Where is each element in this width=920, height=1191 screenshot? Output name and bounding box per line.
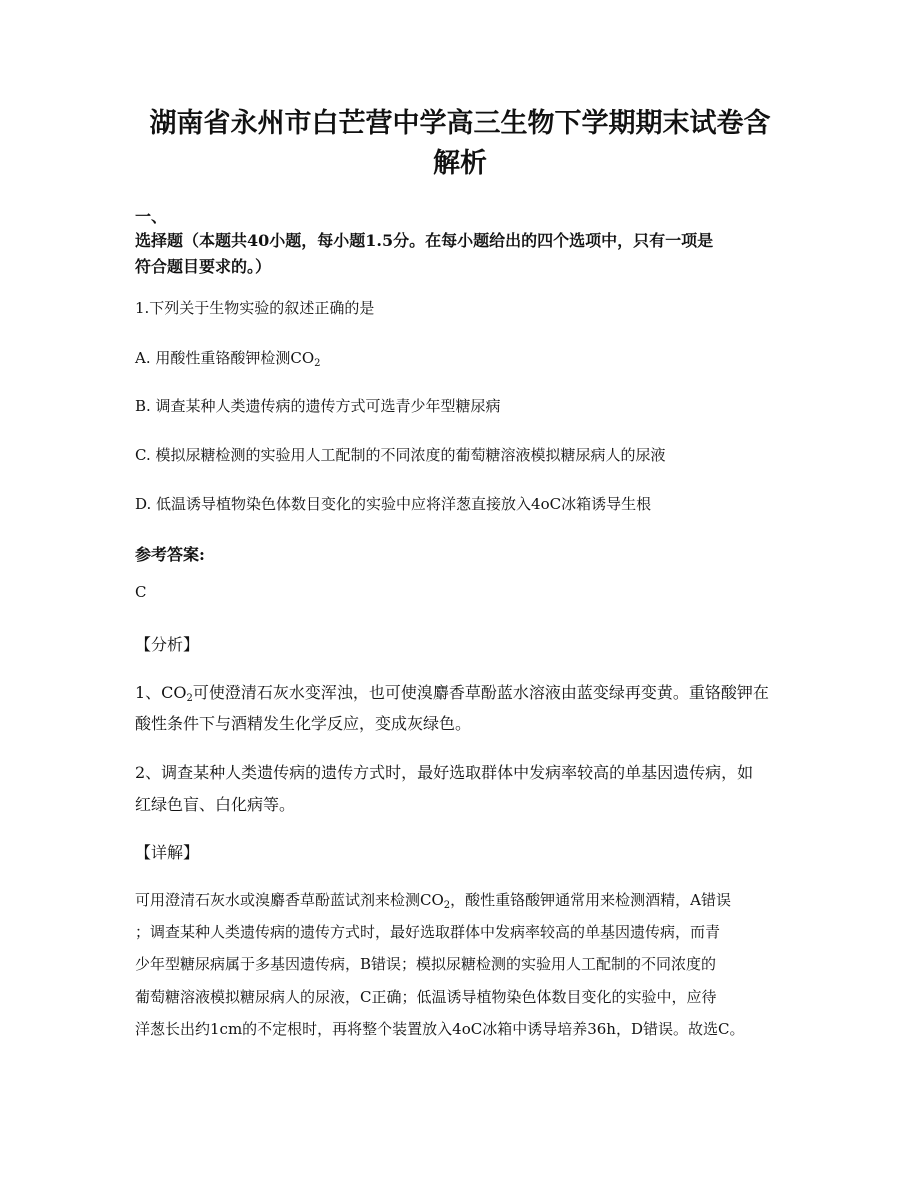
title-line-2: 解析 [433,148,487,179]
answer-value: C [135,583,147,601]
detail-line-3: 少年型糖尿病属于多基因遗传病，B错误；模拟尿糖检测的实验用人工配制的不同浓度的 [135,955,717,973]
analysis-2-line-1: 2、调查某种人类遗传病的遗传方式时，最好选取群体中发病率较高的单基因遗传病，如 [135,763,754,782]
analysis-1-text-a: 1、CO [135,683,187,702]
answer-label: 参考答案: [135,545,205,564]
analysis-1-text-b: 可使澄清石灰水变浑浊，也可使溴麝香草酚蓝水溶液由蓝变绿再变黄。重铬酸钾在 [192,683,769,702]
option-b: B. 调查某种人类遗传病的遗传方式可选青少年型糖尿病 [135,397,501,415]
section-description-line-2: 符合题目要求的。） [135,257,272,276]
document-title [100,104,820,184]
analysis-label: 【分析】 [135,635,200,654]
option-a-subscript: 2 [314,358,321,369]
section-number: 一、 [135,207,168,226]
detail-subscript: 2 [443,900,451,911]
question-stem: 1.下列关于生物实验的叙述正确的是 [135,299,375,317]
detail-text-a: 可用澄清石灰水或溴麝香草酚蓝试剂来检测CO [135,891,444,909]
title-line-1: 湖南省永州市白芒营中学高三生物下学期期末试卷含 [149,108,771,139]
detail-line-2: ；调查某种人类遗传病的遗传方式时，最好选取群体中发病率较高的单基因遗传病，而青 [135,923,721,941]
option-a-text: A. 用酸性重铬酸钾检测CO [135,349,315,367]
detail-line-5: 洋葱长出约1cm的不定根时，再将整个装置放入4oC冰箱中诱导培养36h，D错误。故选C。 [135,1020,745,1038]
analysis-2-line-2: 红绿色盲、白化病等。 [135,795,296,814]
option-c: C. 模拟尿糖检测的实验用人工配制的不同浓度的葡萄糖溶液模拟糖尿病人的尿液 [135,446,666,464]
analysis-1-subscript: 2 [186,693,193,704]
option-a [135,347,321,368]
option-d: D. 低温诱导植物染色体数目变化的实验中应将洋葱直接放入4oC冰箱诱导生根 [135,495,652,513]
section-description-line-1: 选择题（本题共40小题，每小题1.5分。在每小题给出的四个选项中，只有一项是 [135,231,714,250]
analysis-1-line-2: 酸性条件下与酒精发生化学反应，变成灰绿色。 [135,714,472,733]
detail-label: 【详解】 [135,843,200,862]
detail-line-1 [135,889,731,910]
detail-line-4: 葡萄糖溶液模拟糖尿病人的尿液，C正确；低温诱导植物染色体数目变化的实验中，应待 [135,988,717,1006]
analysis-1-line-1 [135,680,769,703]
detail-text-b: ，酸性重铬酸钾通常用来检测酒精，A错误 [450,891,731,909]
